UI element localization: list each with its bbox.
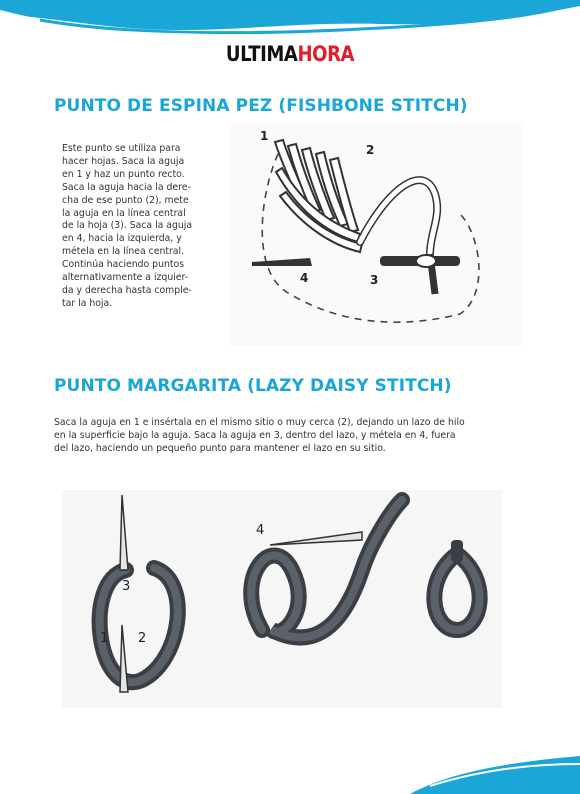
top-wave-decoration: [0, 0, 580, 40]
lazy-daisy-stitch-title: PUNTO MARGARITA (LAZY DAISY STITCH): [54, 376, 452, 396]
text-line: tar la hoja.: [62, 297, 113, 309]
text-line: en 1 y haz un punto recto.: [62, 168, 185, 180]
fishbone-stitch-title: PUNTO DE ESPINA PEZ (FISHBONE STITCH): [54, 96, 468, 116]
text-line: en 4, hacia la izquierda, y: [62, 233, 182, 245]
figure-label: 1: [100, 631, 109, 646]
text-line: en la superficie bajo la aguja. Saca la aguja en 3, dentro del lazo, y métela en 4, fuera: [54, 429, 456, 441]
text-line: hacer hojas. Saca la aguja: [62, 155, 185, 167]
text-line: cha de ese punto (2), mete: [62, 194, 189, 206]
fishbone-stitch-drawing: [230, 124, 522, 346]
figure-label: 3: [122, 579, 131, 594]
figure-label: 4: [300, 271, 309, 285]
ultimahora-logo[interactable]: [41, 42, 540, 66]
text-line: la aguja en la línea central: [62, 207, 186, 219]
lazy-daisy-stitch-drawing: [62, 490, 502, 708]
text-line: Saca la aguja hacia la dere-: [62, 181, 191, 193]
lazy-daisy-stitch-illustration: [62, 490, 502, 708]
figure-label: 3: [370, 273, 379, 287]
figure-label: 2: [366, 143, 375, 157]
text-line: Este punto se utiliza para: [62, 143, 181, 154]
bottom-wave-decoration: [410, 742, 580, 794]
logo-part-hora: HORA: [297, 42, 355, 66]
text-line: da y derecha hasta comple-: [62, 284, 192, 296]
text-line: alternativamente a izquier-: [62, 272, 189, 284]
text-line: Continúa haciendo puntos: [62, 259, 185, 271]
text-line: del lazo, haciendo un pequeño punto para mantener el lazo en su sitio.: [54, 442, 386, 454]
text-line: métela en la línea central.: [62, 246, 185, 258]
text-line: Saca la aguja en 1 e insértala en el mismo sitio o muy cerca (2), dejando un lazo de hilo: [54, 417, 465, 428]
figure-label: 4: [256, 523, 265, 538]
logo-part-ultima: ULTIMA: [225, 42, 298, 66]
lazy-daisy-stitch-instructions: [54, 417, 504, 456]
figure-label: 1: [260, 129, 269, 143]
figure-label: 2: [138, 631, 147, 646]
fishbone-stitch-instructions: [62, 143, 208, 311]
fishbone-stitch-illustration: [230, 124, 522, 346]
text-line: de la hoja (3). Saca la aguja: [62, 220, 193, 232]
